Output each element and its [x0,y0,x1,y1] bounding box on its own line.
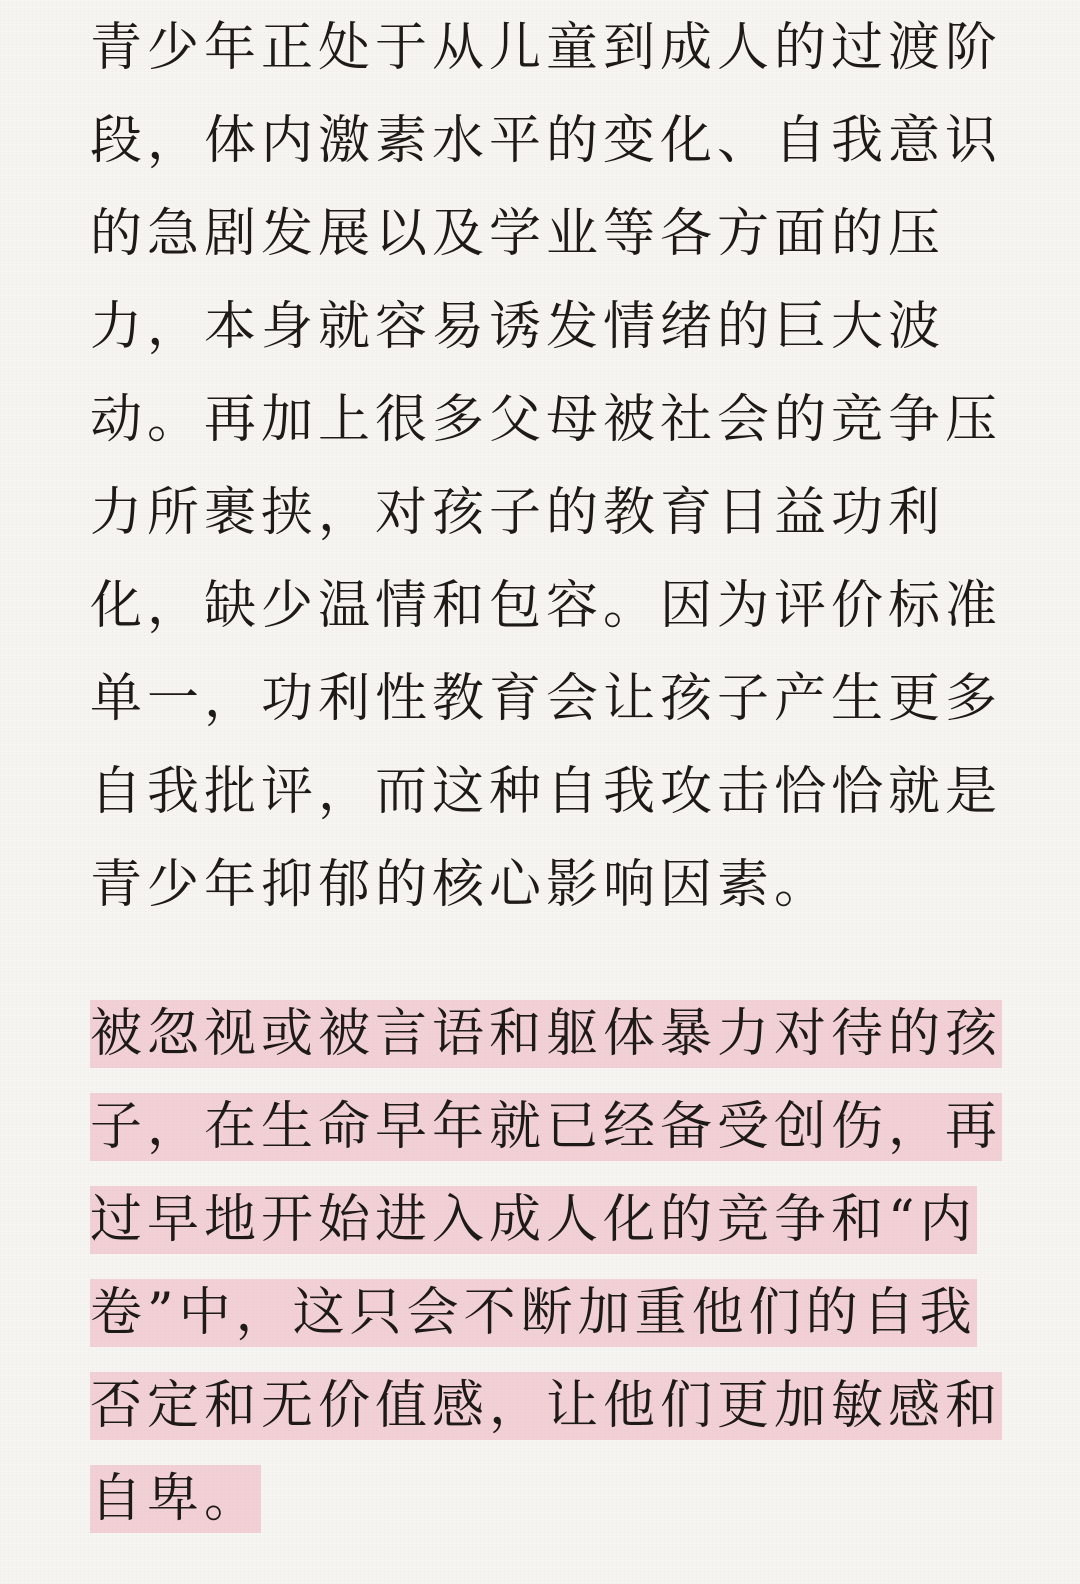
highlight-mark: 卷”中，这只会不断加重他们的自我 [90,1279,977,1347]
highlighted-line [90,1267,980,1360]
text-line: 段，体内激素水平的变化、自我意识 [90,111,1003,171]
text-line: 动。再加上很多父母被社会的竞争压 [90,390,1003,450]
text-line: 单一，功利性教育会让孩子产生更多 [90,669,1003,729]
paragraph-1 [90,0,1003,932]
highlighted-line [90,1081,1003,1174]
text-line: 青少年正处于从儿童到成人的过渡阶 [90,18,1003,78]
highlight-mark: 自卑。 [90,1465,261,1533]
highlighted-line [90,1360,1003,1453]
text-line: 力所裹挟，对孩子的教育日益功利 [90,483,946,543]
text-line: 的急剧发展以及学业等各方面的压 [90,204,946,264]
highlighted-line [90,1174,980,1267]
paragraph-2-highlighted [90,988,1003,1546]
highlight-mark: 否定和无价值感，让他们更加敏感和 [90,1372,1002,1440]
highlighted-line [90,988,1003,1081]
text-line: 青少年抑郁的核心影响因素。 [90,855,832,915]
highlight-mark: 过早地开始进入成人化的竞争和“内 [90,1186,977,1254]
text-line: 化，缺少温情和包容。因为评价标准 [90,576,1003,636]
text-line: 自我批评，而这种自我攻击恰恰就是 [90,762,1003,822]
highlighted-line [90,1453,980,1546]
highlight-mark: 被忽视或被言语和躯体暴力对待的孩 [90,1000,1002,1068]
text-line: 力，本身就容易诱发情绪的巨大波 [90,297,946,357]
highlight-mark: 子，在生命早年就已经备受创伤，再 [90,1093,1002,1161]
